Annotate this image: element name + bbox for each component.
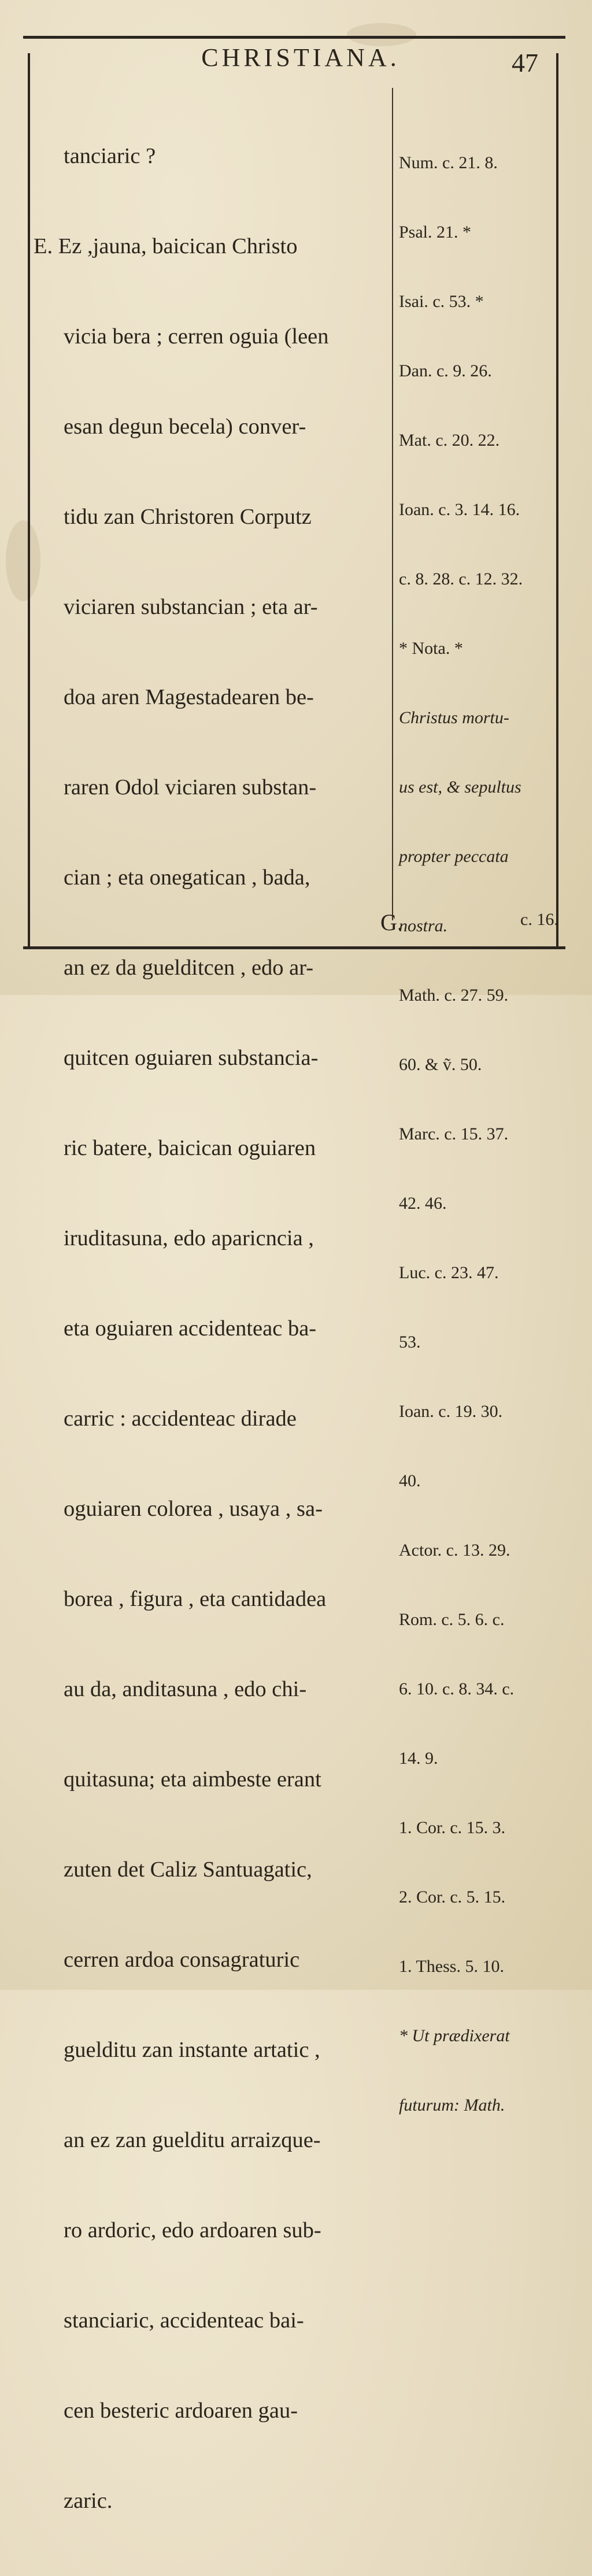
text-line: carric : accidenteac dirade xyxy=(64,1407,297,1431)
top-rule xyxy=(23,36,565,39)
margin-note: Mat. c. 20. 22. xyxy=(399,431,500,450)
catchword: G. xyxy=(380,909,403,935)
text-line: cen besteric ardoaren gau- xyxy=(64,2399,298,2423)
margin-note: Num. c. 21. 8. xyxy=(399,153,498,172)
main-text-block xyxy=(34,81,389,2576)
margin-note: Psal. 21. * xyxy=(399,223,472,242)
text-line: viciaren substancian ; eta ar- xyxy=(64,595,318,619)
margin-note: c. 8. 28. c. 12. 32. xyxy=(399,569,523,589)
margin-notes xyxy=(399,105,555,2163)
margin-note: 14. 9. xyxy=(399,1749,438,1768)
margin-note-tail: c. 16. xyxy=(520,910,558,929)
text-line: raren Odol viciaren substan- xyxy=(64,775,317,800)
text-line: quitasuna; eta aimbeste erant xyxy=(64,1767,321,1792)
margin-note: Ioan. c. 3. 14. 16. xyxy=(399,500,520,519)
text-line: quitcen oguiaren substancia- xyxy=(64,1046,319,1070)
margin-note: us est, & sepultus xyxy=(399,778,521,797)
margin-note: futurum: Math. xyxy=(399,2096,505,2115)
text-line: doa aren Magestadearen be- xyxy=(64,685,314,709)
text-line: iruditasuna, edo aparicncia , xyxy=(64,1226,314,1250)
text-line: eta oguiaren accidenteac ba- xyxy=(64,1316,317,1341)
page-number: 47 xyxy=(512,48,538,77)
margin-note: * Nota. * xyxy=(399,639,463,658)
right-rule xyxy=(556,53,558,946)
text-line: stanciaric, accidenteac bai- xyxy=(64,2308,304,2333)
text-line: an ez da guelditcen , edo ar- xyxy=(64,956,314,980)
margin-note: 60. & ṽ. 50. xyxy=(399,1055,482,1074)
margin-note: Dan. c. 9. 26. xyxy=(399,361,492,380)
margin-note: Marc. c. 15. 37. xyxy=(399,1124,509,1143)
text-line: oguiaren colorea , usaya , sa- xyxy=(64,1497,323,1521)
margin-note: 2. Cor. c. 5. 15. xyxy=(399,1887,506,1907)
text-line: ric batere, baicican oguiaren xyxy=(64,1136,316,1160)
margin-note: Rom. c. 5. 6. c. xyxy=(399,1610,505,1629)
text-line: cerren ardoa consagraturic xyxy=(64,1948,300,1972)
column-rule xyxy=(392,88,393,920)
text-line: tanciaric ? xyxy=(64,144,156,168)
margin-note: 42. 46. xyxy=(399,1194,447,1213)
text-line: cian ; eta onegatican , bada, xyxy=(64,865,310,890)
text-line: tidu zan Christoren Corputz xyxy=(64,505,312,529)
margin-note: Actor. c. 13. 29. xyxy=(399,1541,510,1560)
text-line: esan degun becela) conver- xyxy=(64,414,306,439)
text-line: zuten det Caliz Santuagatic, xyxy=(64,1857,312,1882)
left-rule xyxy=(28,53,30,946)
text-line: zaric. xyxy=(64,2489,113,2513)
margin-note: 40. xyxy=(399,1471,421,1490)
running-head: CHRISTIANA. xyxy=(201,43,400,72)
margin-note: Luc. c. 23. 47. xyxy=(399,1263,499,1282)
margin-note: * Ut prædixerat xyxy=(399,2026,510,2045)
margin-note: nostra. xyxy=(399,916,448,935)
text-line: E. Ez ,jauna, baicican Christo xyxy=(34,234,298,258)
text-line: an ez zan guelditu arraizque- xyxy=(64,2128,321,2152)
margin-note: Ioan. c. 19. 30. xyxy=(399,1402,503,1421)
margin-note: 53. xyxy=(399,1333,421,1352)
margin-note: propter peccata xyxy=(399,847,509,866)
text-line: ro ardoric, edo ardoaren sub- xyxy=(64,2218,321,2242)
margin-note: 1. Cor. c. 15. 3. xyxy=(399,1818,506,1837)
text-line: vicia bera ; cerren oguia (leen xyxy=(64,324,329,349)
margin-note: Isai. c. 53. * xyxy=(399,292,484,311)
text-line: au da, anditasuna , edo chi- xyxy=(64,1677,307,1701)
margin-note: Math. c. 27. 59. xyxy=(399,986,509,1005)
margin-note: 1. Thess. 5. 10. xyxy=(399,1957,504,1976)
margin-note: Christus mortu- xyxy=(399,708,509,727)
text-line: guelditu zan instante artatic , xyxy=(64,2038,320,2062)
page-frame xyxy=(23,36,565,2513)
text-line: borea , figura , eta cantidadea xyxy=(64,1587,327,1611)
margin-note: 6. 10. c. 8. 34. c. xyxy=(399,1679,515,1698)
